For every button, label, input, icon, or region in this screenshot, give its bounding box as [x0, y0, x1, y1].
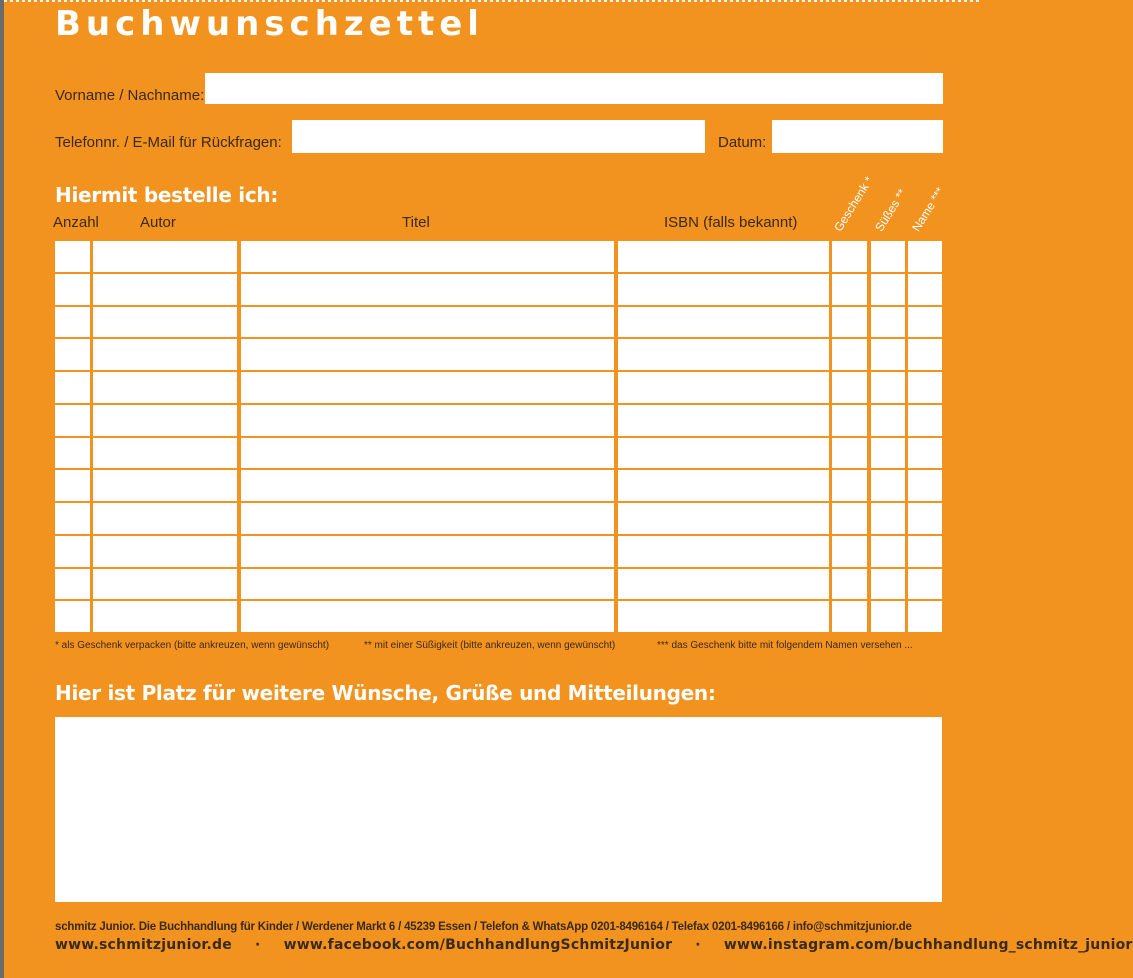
- cell-count[interactable]: [55, 307, 90, 338]
- cell-isbn[interactable]: [618, 601, 829, 632]
- footer-links: [55, 937, 1133, 953]
- cell-gift[interactable]: [832, 503, 867, 534]
- cell-title[interactable]: [241, 307, 614, 338]
- cell-author[interactable]: [93, 405, 237, 436]
- cell-sweets[interactable]: [871, 503, 905, 534]
- instagram-link[interactable]: www.instagram.com/buchhandlung_schmitz_junior: [723, 937, 1133, 953]
- cell-gift[interactable]: [832, 241, 867, 272]
- cell-isbn[interactable]: [618, 536, 829, 567]
- cell-gift[interactable]: [832, 307, 867, 338]
- cell-sweets[interactable]: [871, 601, 905, 632]
- order-table: [55, 241, 942, 634]
- cell-count[interactable]: [55, 339, 90, 370]
- column-header-gift: Geschenk *: [831, 173, 876, 234]
- cell-sweets[interactable]: [871, 307, 905, 338]
- cell-sweets[interactable]: [871, 470, 905, 501]
- cell-count[interactable]: [55, 405, 90, 436]
- cell-gift[interactable]: [832, 470, 867, 501]
- cell-author[interactable]: [93, 274, 237, 305]
- cell-title[interactable]: [241, 372, 614, 403]
- message-field[interactable]: [55, 717, 942, 902]
- cell-count[interactable]: [55, 438, 90, 469]
- cell-sweets[interactable]: [871, 536, 905, 567]
- cell-sweets[interactable]: [871, 274, 905, 305]
- cell-author[interactable]: [93, 569, 237, 600]
- contact-field[interactable]: [292, 120, 705, 153]
- contact-label: Telefonnr. / E-Mail für Rückfragen:: [55, 134, 282, 151]
- cell-gift[interactable]: [832, 339, 867, 370]
- cell-sweets[interactable]: [871, 372, 905, 403]
- cell-isbn[interactable]: [618, 503, 829, 534]
- cell-count[interactable]: [55, 503, 90, 534]
- cell-title[interactable]: [241, 536, 614, 567]
- cell-isbn[interactable]: [618, 307, 829, 338]
- cell-author[interactable]: [93, 601, 237, 632]
- cell-gift[interactable]: [832, 274, 867, 305]
- website-link[interactable]: www.schmitzjunior.de: [55, 937, 232, 953]
- footnote-gift: * als Geschenk verpacken (bitte ankreuzen, wenn gewünscht): [55, 640, 330, 651]
- top-dotted-border: [4, 0, 982, 2]
- cell-name[interactable]: [908, 241, 942, 272]
- cell-sweets[interactable]: [871, 438, 905, 469]
- message-heading: Hier ist Platz für weitere Wünsche, Grüße und Mitteilungen:: [55, 681, 716, 705]
- name-field[interactable]: [205, 73, 943, 104]
- cell-name[interactable]: [908, 569, 942, 600]
- column-header-isbn: ISBN (falls bekannt): [664, 214, 798, 231]
- cell-title[interactable]: [241, 405, 614, 436]
- footer-separator-1: ·: [255, 937, 261, 953]
- cell-gift[interactable]: [832, 438, 867, 469]
- footnote-sweets: ** mit einer Süßigkeit (bitte ankreuzen, wenn gewünscht): [364, 640, 616, 651]
- cell-count[interactable]: [55, 274, 90, 305]
- cell-gift[interactable]: [832, 536, 867, 567]
- cell-name[interactable]: [908, 372, 942, 403]
- footer-separator-2: ·: [695, 937, 701, 953]
- column-header-sweets: Süßes **: [872, 186, 910, 234]
- cell-name[interactable]: [908, 405, 942, 436]
- cell-name[interactable]: [908, 470, 942, 501]
- column-header-count: Anzahl: [53, 214, 99, 231]
- cell-title[interactable]: [241, 274, 614, 305]
- cell-name[interactable]: [908, 274, 942, 305]
- cell-name[interactable]: [908, 438, 942, 469]
- cell-isbn[interactable]: [618, 274, 829, 305]
- cell-gift[interactable]: [832, 405, 867, 436]
- cell-isbn[interactable]: [618, 372, 829, 403]
- cell-isbn[interactable]: [618, 339, 829, 370]
- facebook-link[interactable]: www.facebook.com/BuchhandlungSchmitzJunior: [283, 937, 673, 953]
- cell-count[interactable]: [55, 601, 90, 632]
- cell-author[interactable]: [93, 372, 237, 403]
- cell-name[interactable]: [908, 307, 942, 338]
- cell-name[interactable]: [908, 536, 942, 567]
- cell-count[interactable]: [55, 372, 90, 403]
- cell-sweets[interactable]: [871, 241, 905, 272]
- cell-title[interactable]: [241, 438, 614, 469]
- cell-count[interactable]: [55, 569, 90, 600]
- cell-gift[interactable]: [832, 601, 867, 632]
- cell-author[interactable]: [93, 503, 237, 534]
- name-label: Vorname / Nachname:: [55, 87, 205, 104]
- cell-title[interactable]: [241, 601, 614, 632]
- cell-title[interactable]: [241, 241, 614, 272]
- cell-isbn[interactable]: [618, 470, 829, 501]
- form-title: Buchwunschzettel: [55, 4, 484, 44]
- cell-author[interactable]: [93, 339, 237, 370]
- cell-name[interactable]: [908, 601, 942, 632]
- column-header-title: Titel: [402, 214, 430, 231]
- cell-count[interactable]: [55, 470, 90, 501]
- order-heading: Hiermit bestelle ich:: [55, 183, 279, 207]
- cell-author[interactable]: [93, 536, 237, 567]
- cell-sweets[interactable]: [871, 405, 905, 436]
- cell-isbn[interactable]: [618, 569, 829, 600]
- footer-address: schmitz Junior. Die Buchhandlung für Kinder / Werdener Markt 6 / 45239 Essen / Telefon & WhatsApp 0201-8496164 / Telefax 0201-8496166 / info@schmitzjunior.de: [55, 921, 912, 933]
- cell-sweets[interactable]: [871, 339, 905, 370]
- cell-title[interactable]: [241, 339, 614, 370]
- cell-title[interactable]: [241, 503, 614, 534]
- column-header-author: Autor: [140, 214, 176, 231]
- cell-author[interactable]: [93, 438, 237, 469]
- cell-isbn[interactable]: [618, 438, 829, 469]
- cell-gift[interactable]: [832, 569, 867, 600]
- cell-author[interactable]: [93, 241, 237, 272]
- cell-gift[interactable]: [832, 372, 867, 403]
- cell-isbn[interactable]: [618, 405, 829, 436]
- date-label: Datum:: [718, 134, 767, 151]
- cell-author[interactable]: [93, 470, 237, 501]
- cell-title[interactable]: [241, 470, 614, 501]
- cell-isbn[interactable]: [618, 241, 829, 272]
- cell-count[interactable]: [55, 241, 90, 272]
- cell-sweets[interactable]: [871, 569, 905, 600]
- cell-name[interactable]: [908, 339, 942, 370]
- date-field[interactable]: [772, 120, 943, 153]
- footnote-name: *** das Geschenk bitte mit folgendem Namen versehen ...: [657, 640, 913, 651]
- cell-title[interactable]: [241, 569, 614, 600]
- cell-name[interactable]: [908, 503, 942, 534]
- left-edge: [0, 0, 4, 978]
- column-header-name: Name ***: [909, 184, 948, 234]
- cell-author[interactable]: [93, 307, 237, 338]
- cell-count[interactable]: [55, 536, 90, 567]
